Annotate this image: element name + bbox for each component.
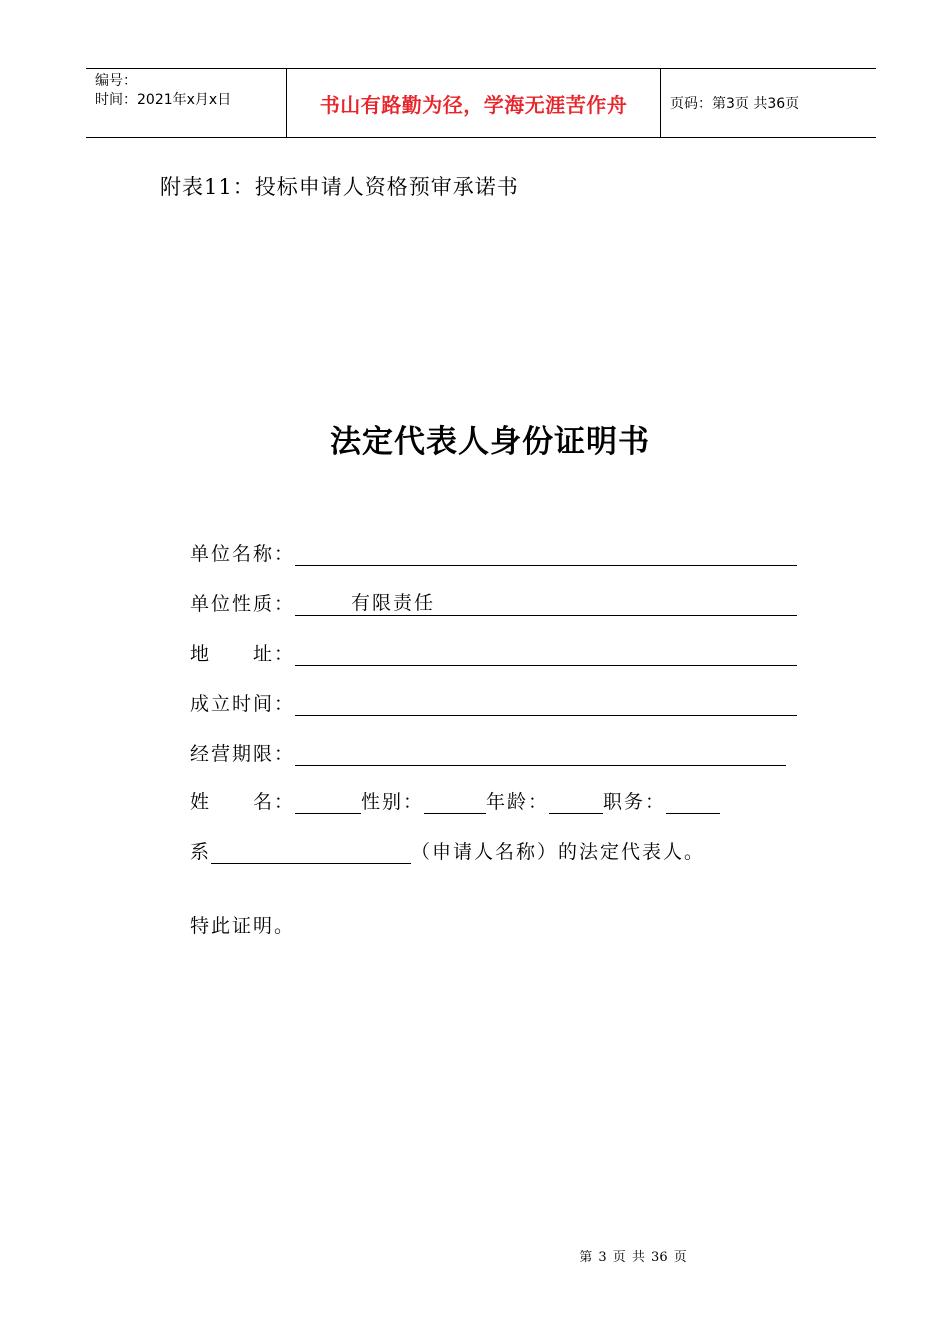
document-title: 法定代表人身份证明书 xyxy=(330,424,650,460)
address-field[interactable] xyxy=(295,639,797,666)
address-label: 地 址： xyxy=(190,643,296,665)
established-row xyxy=(190,686,797,716)
name-label: 姓 名： xyxy=(190,791,296,813)
unit-name-field[interactable] xyxy=(295,539,797,566)
page-header xyxy=(86,68,876,138)
relation-suffix: （申请人名称）的法定代表人。 xyxy=(411,841,706,863)
name-field[interactable] xyxy=(295,787,361,814)
document-number-label: 编号： xyxy=(95,73,137,89)
appendix-title: 附表11：投标申请人资格预审承诺书 xyxy=(160,175,519,199)
gender-label: 性别： xyxy=(361,791,425,813)
page-footer: 第 3 页 共 36 页 xyxy=(579,1250,687,1265)
header-motto-cell xyxy=(287,69,661,137)
unit-nature-row xyxy=(190,586,797,616)
established-label: 成立时间： xyxy=(190,693,296,715)
header-motto: 书山有路勤为径，学海无涯苦作舟 xyxy=(319,92,628,117)
unit-nature-label: 单位性质： xyxy=(190,593,296,615)
address-row xyxy=(190,636,797,666)
certify-text: 特此证明。 xyxy=(190,915,296,937)
personal-info-row xyxy=(190,784,720,814)
age-field[interactable] xyxy=(549,787,603,814)
header-page-cell xyxy=(661,69,876,137)
period-label: 经营期限： xyxy=(190,743,296,765)
unit-name-row xyxy=(190,536,797,566)
document-time-label: 时间：2021年x月x日 xyxy=(95,92,232,108)
unit-name-label: 单位名称： xyxy=(190,543,296,565)
relation-prefix: 系 xyxy=(190,841,212,863)
position-label: 职务： xyxy=(603,791,667,813)
established-field[interactable] xyxy=(295,689,797,716)
gender-field[interactable] xyxy=(424,787,486,814)
certify-row xyxy=(190,908,295,938)
applicant-name-field[interactable] xyxy=(211,837,411,864)
unit-nature-field[interactable] xyxy=(295,589,797,616)
position-field[interactable] xyxy=(666,787,720,814)
header-meta-cell xyxy=(86,69,287,137)
header-page-number: 页码：第3页 共36页 xyxy=(670,96,800,112)
relation-row xyxy=(190,834,705,864)
age-label: 年龄： xyxy=(486,791,550,813)
period-field[interactable] xyxy=(295,739,786,766)
unit-nature-value: 有限责任 xyxy=(351,592,436,614)
period-row xyxy=(190,736,786,766)
